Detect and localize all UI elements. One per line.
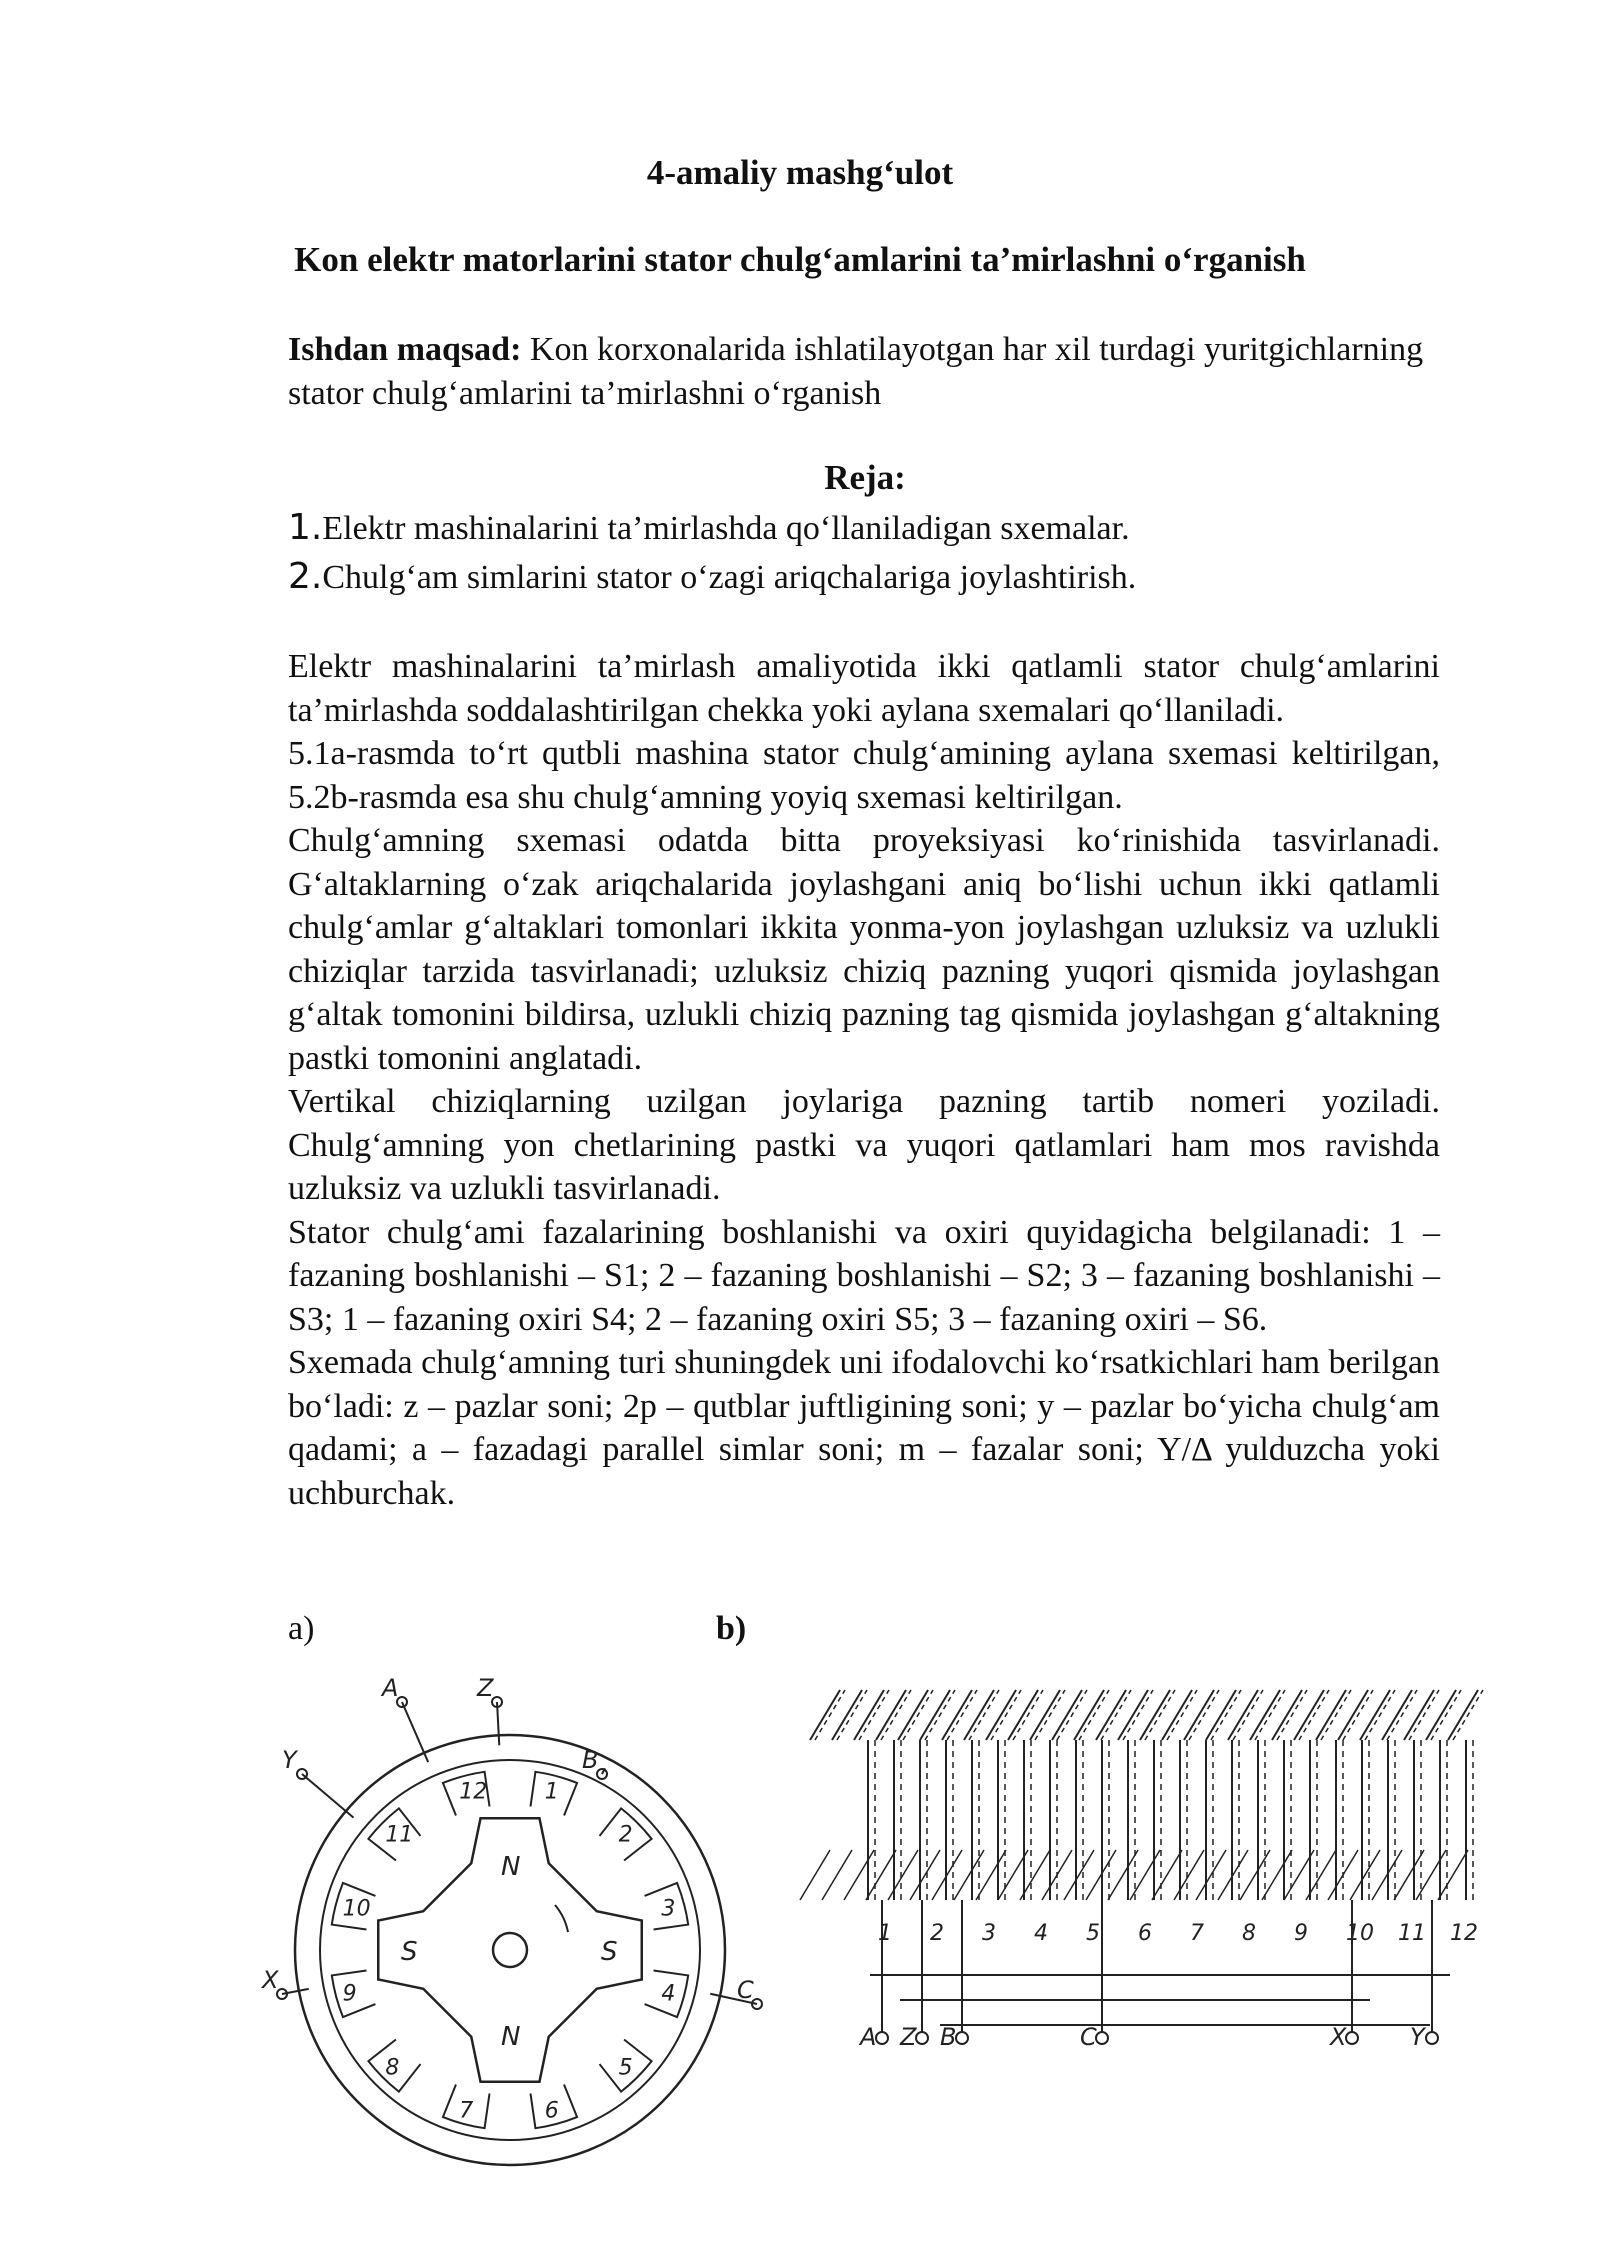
terminal-point	[916, 2032, 928, 2044]
coil-end-bottom	[866, 1850, 896, 1900]
coil-end-bottom	[1350, 1850, 1380, 1900]
rotation-arrow	[555, 1905, 568, 1932]
coil-end-top-dashed	[1409, 1690, 1439, 1740]
coil-end-top-dashed	[1431, 1690, 1461, 1740]
coil-end-top-dashed	[1277, 1690, 1307, 1740]
plan-item-number: 1.	[288, 507, 323, 548]
developed-winding-diagram	[790, 1670, 1500, 2090]
slot-number: 5	[1086, 1921, 1100, 1946]
body-paragraph: Sxemada chulg‘amning turi shuningdek uni ifodalovchi ko‘rsatkichlari ham berilgan bo‘ladi: z – pazlar soni; 2p – qutblar juftligining soni; y – pazlar bo‘yicha chulg‘am qadami; a – fazadagi parallel simlar soni; m – fazalar soni; Y/Δ yulduzcha yoki uchburchak.	[288, 1344, 1440, 1512]
inner-stator-ring	[320, 1760, 700, 2140]
slot-number: 6	[1138, 1921, 1152, 1946]
coil-end-bottom	[1262, 1850, 1292, 1900]
slot-number: 11	[385, 1822, 414, 1848]
terminal-label: X	[1330, 2023, 1347, 2051]
coil-end-top-dashed	[1299, 1690, 1329, 1740]
plan-item-text: Elektr mashinalarini ta’mirlashda qo‘llaniladigan sxemalar.	[322, 510, 1130, 547]
coil-end-top-dashed	[1057, 1690, 1087, 1740]
pole-label: S	[401, 1937, 418, 1967]
plan-item	[288, 506, 1440, 550]
coil-end-top-dashed	[903, 1690, 933, 1740]
terminal-point	[1346, 2032, 1358, 2044]
circular-winding-diagram	[250, 1660, 770, 2180]
slot-number: 8	[1242, 1921, 1256, 1946]
coil-end-bottom	[1064, 1850, 1094, 1900]
coil-end-top-dashed	[1343, 1690, 1373, 1740]
coil-end-bottom	[1438, 1850, 1468, 1900]
page-title: 4-amaliy mashg‘ulot	[646, 153, 954, 192]
coil-end-top-dashed	[1233, 1690, 1263, 1740]
body-paragraph: Vertikal chiziqlarning uzilgan joylariga pazning tartib nomeri yoziladi. Chulg‘amning yon chetlarining pastki va yuqori qatlamlari ham mos ravishda uzluksiz va uzlukli tasvirlanadi.	[288, 1083, 1440, 1207]
rotor-shaft	[493, 1933, 527, 1967]
figure-a-label: a)	[288, 1610, 315, 1647]
slot-number: 11	[1398, 1921, 1426, 1946]
slot-number: 12	[459, 1779, 488, 1805]
coil-end-top-dashed	[837, 1690, 867, 1740]
coil-end-top-dashed	[1145, 1690, 1175, 1740]
slot-number: 8	[385, 2055, 400, 2081]
slot-number: 6	[544, 2098, 559, 2124]
terminal-lead	[302, 1774, 354, 1818]
terminal-point	[876, 2032, 888, 2044]
coil-end-top-dashed	[1189, 1690, 1219, 1740]
terminal-label: B	[940, 2023, 957, 2051]
slot-number: 2	[618, 1822, 633, 1848]
slot-number: 1	[544, 1779, 559, 1805]
coil-end-bottom	[800, 1850, 830, 1900]
coil-end-bottom	[822, 1850, 852, 1900]
body-paragraph: 5.1a-rasmda to‘rt qutbli mashina stator chulg‘amining aylana sxemasi keltirilgan, 5.2b-rasmda esa shu chulg‘amning yoyiq sxemasi keltirilgan.	[288, 735, 1440, 816]
coil-end-bottom	[1174, 1850, 1204, 1900]
slot-number: 9	[342, 1981, 357, 2007]
coil-end-top-dashed	[991, 1690, 1021, 1740]
body-text	[288, 645, 1440, 1515]
slot-number: 7	[459, 2098, 474, 2124]
slot-number: 9	[1294, 1921, 1308, 1946]
figure-b-label: b)	[716, 1610, 747, 1647]
coil-end-bottom	[844, 1850, 874, 1900]
coil-end-top-dashed	[1079, 1690, 1109, 1740]
coil-end-bottom	[1152, 1850, 1182, 1900]
plan-item-number: 2.	[288, 556, 323, 597]
coil-end-bottom	[1328, 1850, 1358, 1900]
coil-end-bottom	[1196, 1850, 1226, 1900]
slot-number: 4	[661, 1981, 676, 2007]
coil-end-bottom	[910, 1850, 940, 1900]
terminal-point	[1096, 2032, 1108, 2044]
coil-end-top-dashed	[969, 1690, 999, 1740]
terminal-label: B	[582, 1746, 599, 1774]
terminal-label: Y	[1410, 2023, 1425, 2051]
coil-end-bottom	[888, 1850, 918, 1900]
terminal-label: C	[1080, 2023, 1097, 2051]
coil-end-bottom	[1394, 1850, 1424, 1900]
plan-item	[288, 555, 1440, 599]
body-paragraph: Stator chulg‘ami fazalarining boshlanishi va oxiri quyidagicha belgilanadi: 1 – fazaning boshlanishi – S1; 2 – fazaning boshlanishi – S2; 3 – fazaning boshlanishi – S3; 1 – fazaning oxiri S4; 2 – fazaning oxiri S5; 3 – fazaning oxiri – S6.	[288, 1213, 1440, 1338]
coil-end-bottom	[976, 1850, 1006, 1900]
coil-end-top-dashed	[1211, 1690, 1241, 1740]
slot-number: 3	[661, 1896, 676, 1922]
coil-end-bottom	[1042, 1850, 1072, 1900]
plan-heading: Reja:	[824, 458, 906, 497]
coil-end-top-dashed	[815, 1690, 845, 1740]
terminal-lead	[497, 1702, 499, 1745]
coil-end-top-dashed	[1035, 1690, 1065, 1740]
slot-number: 1	[878, 1921, 892, 1946]
pole-label: N	[501, 2022, 521, 2052]
terminal-label: A	[860, 2023, 877, 2051]
coil-end-top-dashed	[1167, 1690, 1197, 1740]
outer-stator-ring	[295, 1735, 725, 2165]
slot-number: 10	[1346, 1921, 1374, 1946]
pole-label: S	[601, 1937, 618, 1967]
coil-end-top-dashed	[881, 1690, 911, 1740]
slot-number: 12	[1450, 1921, 1478, 1946]
terminal-label: Z	[477, 1674, 494, 1702]
coil-end-bottom	[1108, 1850, 1138, 1900]
coil-end-top-dashed	[947, 1690, 977, 1740]
coil-end-top-dashed	[1321, 1690, 1351, 1740]
goal-paragraph	[288, 328, 1440, 415]
plan-item-text: Chulg‘am simlarini stator o‘zagi ariqchalariga joylashtirish.	[322, 559, 1137, 596]
terminal-point	[1426, 2032, 1438, 2044]
coil-end-top-dashed	[925, 1690, 955, 1740]
coil-end-top-dashed	[1365, 1690, 1395, 1740]
terminal-label: Y	[282, 1746, 297, 1774]
body-paragraph: Chulg‘amning sxemasi odatda bitta proyeksiyasi ko‘rinishida tasvirlanadi. G‘altaklarning o‘zak ariqchalarida joylashgani aniq bo‘lishi uchun ikki qatlamli chulg‘amlar g‘altaklari tomonlari ikkita yonma-yon joylashgan uzluksiz va uzlukli chiziqlar tarzida tasvirlanadi; uzluksiz chiziq pazning yuqori qismida joylashgan g‘altak tomonini bildirsa, uzlukli chiziq pazning tag qismida joylashgan g‘altakning pastki tomonini anglatadi.	[288, 822, 1440, 1077]
coil-end-top-dashed	[1013, 1690, 1043, 1740]
terminal-point	[956, 2032, 968, 2044]
terminal-label: Z	[900, 2023, 917, 2051]
coil-end-top-dashed	[1453, 1690, 1483, 1740]
slot-number: 3	[982, 1921, 996, 1946]
terminal-lead	[402, 1702, 428, 1762]
terminal-label: C	[737, 1976, 754, 2004]
slot-number: 4	[1034, 1921, 1048, 1946]
body-paragraph: Elektr mashinalarini ta’mirlash amaliyotida ikki qatlamli stator chulg‘amlarini ta’mirlashda soddalashtirilgan chekka yoki aylana sxemalari qo‘llaniladi.	[288, 648, 1440, 729]
goal-label: Ishdan maqsad:	[288, 331, 522, 368]
terminal-label: X	[262, 1966, 279, 1994]
terminal-label: A	[382, 1674, 399, 1702]
slot-number: 7	[1190, 1921, 1204, 1946]
slot-number: 5	[618, 2055, 633, 2081]
coil-end-top-dashed	[1387, 1690, 1417, 1740]
page-subtitle: Kon elektr matorlarini stator chulg‘amlarini ta’mirlashni o‘rganish	[294, 240, 1306, 279]
coil-end-top-dashed	[1101, 1690, 1131, 1740]
goal-text: Kon korxonalarida ishlatilayotgan har xil turdagi yuritgichlarning stator chulg‘amlarini ta’mirlashni o‘rganish	[288, 331, 1424, 412]
coil-end-top-dashed	[859, 1690, 889, 1740]
slot-number: 2	[930, 1921, 944, 1946]
coil-end-top-dashed	[1255, 1690, 1285, 1740]
coil-end-top-dashed	[1123, 1690, 1153, 1740]
slot-number: 10	[342, 1896, 371, 1922]
pole-label: N	[501, 1852, 521, 1882]
